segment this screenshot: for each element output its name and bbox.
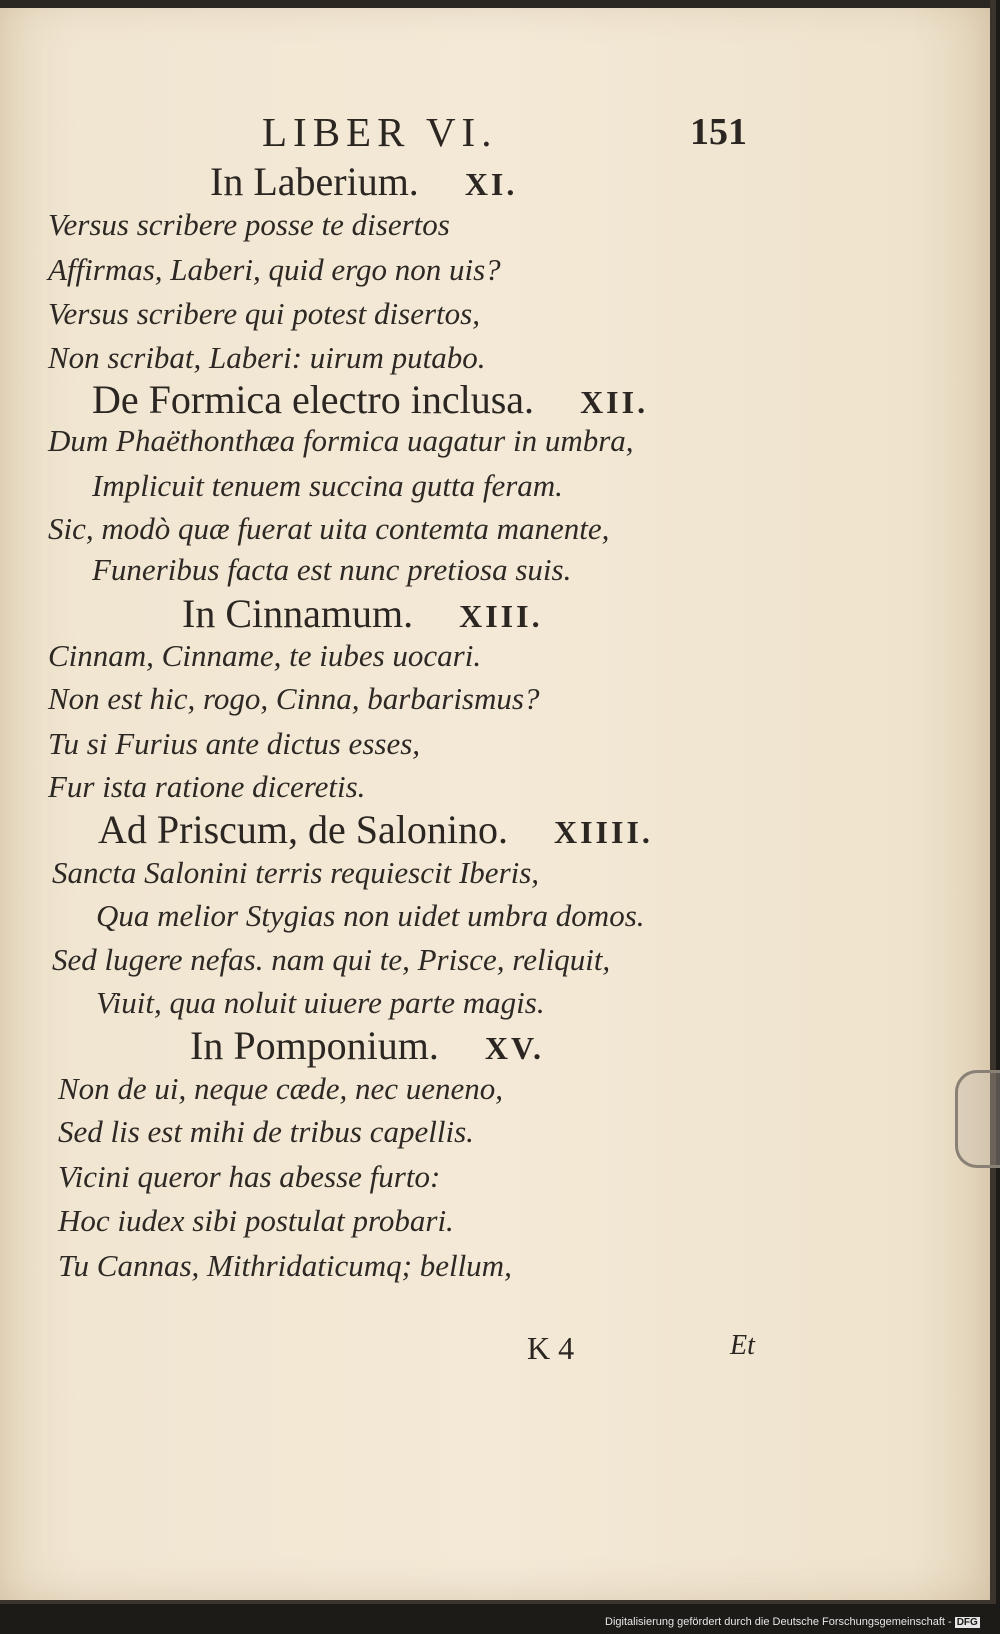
page-top-edge [0, 0, 990, 8]
signature-mark: K 4 [527, 1330, 575, 1366]
digitization-credit [605, 1616, 980, 1628]
verse-line: Cinnam, Cinname, te iubes uocari. [48, 638, 482, 673]
page-number: 151 [690, 111, 747, 153]
verse-line: Tu si Furius ante dictus esses, [48, 726, 421, 761]
verse-line: Non scribat, Laberi: uirum putabo. [48, 340, 486, 375]
poem-title-text: In Laberium. [210, 159, 419, 204]
poem-title [98, 806, 653, 853]
book-clasp [955, 1070, 1000, 1168]
poem-title [210, 158, 517, 205]
verse-line: Hoc iudex sibi postulat probari. [58, 1203, 454, 1238]
poem-number: XI. [464, 166, 518, 202]
dfg-logo: DFG [956, 1617, 978, 1628]
poem-number: XV. [484, 1030, 544, 1066]
verse-line: Non de ui, neque cæde, nec ueneno, [58, 1071, 504, 1106]
poem-title-text: Ad Priscum, de Salonino. [98, 807, 508, 852]
verse-line: Implicuit tenuem succina gutta feram. [92, 468, 563, 503]
poem-title-text: In Cinnamum. [182, 591, 414, 636]
verse-line: Sic, modò quæ fuerat uita contemta manente, [48, 511, 610, 546]
page-header [0, 108, 990, 158]
verse-line: Funeribus facta est nunc pretiosa suis. [92, 552, 572, 587]
verse-line: Versus scribere qui potest disertos, [48, 296, 480, 331]
verse-line: Versus scribere posse te disertos [48, 207, 450, 242]
poem-title [182, 590, 543, 637]
catchword: Et [730, 1330, 755, 1361]
poem-number: XII. [580, 384, 649, 420]
poem-title [190, 1022, 544, 1069]
verse-line: Viuit, qua noluit uiuere parte magis. [96, 985, 545, 1020]
verse-line: Sancta Salonini terris requiescit Iberis, [52, 855, 540, 890]
credit-text: Digitalisierung gefördert durch die Deutsche Forschungsgemeinschaft - [605, 1616, 952, 1628]
verse-line: Fur ista ratione diceretis. [48, 769, 366, 804]
poem-title-text: De Formica electro inclusa. [92, 377, 535, 422]
verse-line: Dum Phaëthonthæa formica uagatur in umbra, [48, 423, 634, 458]
verse-line: Sed lugere nefas. nam qui te, Prisce, reliquit, [52, 942, 611, 977]
verse-line: Qua melior Stygias non uidet umbra domos. [96, 898, 645, 933]
poem-title-text: In Pomponium. [190, 1023, 439, 1068]
verse-line: Affirmas, Laberi, quid ergo non uis? [48, 252, 501, 287]
poem-number: XIIII. [553, 814, 653, 850]
verse-line: Vicini queror has abesse furto: [58, 1159, 441, 1194]
running-head: LIBER VI. [262, 109, 498, 155]
verse-line: Sed lis est mihi de tribus capellis. [58, 1114, 474, 1149]
verse-line: Non est hic, rogo, Cinna, barbarismus? [48, 681, 540, 716]
verse-line: Tu Cannas, Mithridaticumq; bellum, [58, 1248, 512, 1283]
poem-title [92, 376, 648, 423]
poem-number: XIII. [459, 598, 543, 634]
